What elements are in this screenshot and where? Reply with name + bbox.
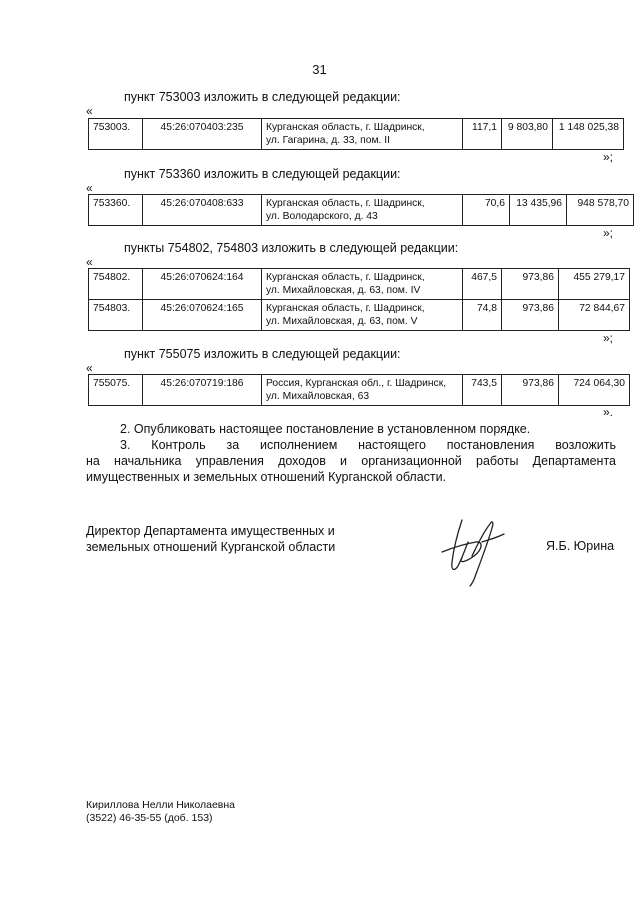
clause-2: 2. Опубликовать настоящее постановление в установленном порядке. bbox=[120, 422, 531, 436]
clause-3-line: на начальника управления доходов и организационной работы Департамента bbox=[86, 454, 616, 468]
record-table bbox=[88, 268, 630, 331]
open-quote: « bbox=[86, 361, 93, 375]
cadastral-number: 45:26:070408:633 bbox=[143, 195, 262, 226]
handwritten-signature bbox=[432, 512, 512, 587]
area-value: 743,5 bbox=[463, 375, 502, 406]
address-cell bbox=[262, 269, 463, 300]
record-number: 754802. bbox=[89, 269, 143, 300]
area-value: 117,1 bbox=[463, 119, 502, 150]
address-line: ул. Михайловская, д. 63, пом. IV bbox=[266, 285, 421, 296]
address-line: Курганская область, г. Шадринск, bbox=[266, 303, 425, 314]
record-number: 755075. bbox=[89, 375, 143, 406]
clause-3-line: 3. Контроль за исполнением настоящего постановления возложить bbox=[120, 438, 616, 452]
cost-value: 455 279,17 bbox=[559, 269, 630, 300]
cost-value: 724 064,30 bbox=[559, 375, 630, 406]
cadastral-number: 45:26:070719:186 bbox=[143, 375, 262, 406]
address-line: Курганская область, г. Шадринск, bbox=[266, 122, 425, 133]
record-number: 754803. bbox=[89, 300, 143, 331]
author-name: Кириллова Нелли Николаевна bbox=[86, 799, 236, 811]
section-intro: пункты 754802, 754803 изложить в следующей редакции: bbox=[124, 241, 459, 255]
signatory-title-line: Директор Департамента имущественных и bbox=[86, 524, 335, 538]
record-table bbox=[88, 194, 634, 226]
address-line: ул. Володарского, д. 43 bbox=[266, 211, 378, 222]
section-intro: пункт 753003 изложить в следующей редакции: bbox=[124, 90, 401, 104]
address-line: Курганская область, г. Шадринск, bbox=[266, 198, 425, 209]
open-quote: « bbox=[86, 181, 93, 195]
cost-value: 72 844,67 bbox=[559, 300, 630, 331]
record-table bbox=[88, 374, 630, 406]
rate-value: 13 435,96 bbox=[510, 195, 567, 226]
area-value: 70,6 bbox=[463, 195, 510, 226]
record-table bbox=[88, 118, 624, 150]
table-row bbox=[89, 300, 630, 331]
page-number: 31 bbox=[312, 62, 327, 77]
address-cell bbox=[262, 300, 463, 331]
close-quote: »; bbox=[602, 331, 613, 345]
cadastral-number: 45:26:070624:164 bbox=[143, 269, 262, 300]
address-line: Россия, Курганская обл., г. Шадринск, bbox=[266, 378, 447, 389]
signatory-name: Я.Б. Юрина bbox=[546, 539, 615, 553]
table-row bbox=[89, 269, 630, 300]
cadastral-number: 45:26:070624:165 bbox=[143, 300, 262, 331]
address-line: ул. Михайловская, д. 63, пом. V bbox=[266, 316, 418, 327]
close-quote: »; bbox=[602, 226, 613, 240]
signatory-title bbox=[86, 523, 335, 555]
address-line: Курганская область, г. Шадринск, bbox=[266, 272, 425, 283]
close-quote: »; bbox=[602, 150, 613, 164]
record-number: 753360. bbox=[89, 195, 143, 226]
rate-value: 973,86 bbox=[502, 300, 559, 331]
open-quote: « bbox=[86, 104, 93, 118]
rate-value: 973,86 bbox=[502, 269, 559, 300]
section-intro: пункт 755075 изложить в следующей редакции: bbox=[124, 347, 401, 361]
signatory-title-line: земельных отношений Курганской области bbox=[86, 540, 336, 554]
author-phone: (3522) 46-35-55 (доб. 153) bbox=[86, 812, 213, 824]
table-row bbox=[89, 195, 634, 226]
author-info bbox=[86, 799, 235, 825]
record-number: 753003. bbox=[89, 119, 143, 150]
clause-3-line: имущественных и земельных отношений Курганской области. bbox=[86, 470, 447, 484]
area-value: 467,5 bbox=[463, 269, 502, 300]
table-row bbox=[89, 375, 630, 406]
table-row bbox=[89, 119, 624, 150]
area-value: 74,8 bbox=[463, 300, 502, 331]
cost-value: 948 578,70 bbox=[567, 195, 634, 226]
address-cell bbox=[262, 375, 463, 406]
section-intro: пункт 753360 изложить в следующей редакции: bbox=[124, 167, 401, 181]
rate-value: 973,86 bbox=[502, 375, 559, 406]
cost-value: 1 148 025,38 bbox=[553, 119, 624, 150]
open-quote: « bbox=[86, 255, 93, 269]
address-line: ул. Михайловская, 63 bbox=[266, 391, 370, 402]
rate-value: 9 803,80 bbox=[502, 119, 553, 150]
address-cell bbox=[262, 119, 463, 150]
cadastral-number: 45:26:070403:235 bbox=[143, 119, 262, 150]
close-quote: ». bbox=[602, 405, 613, 419]
address-line: ул. Гагарина, д. 33, пом. II bbox=[266, 135, 390, 146]
address-cell bbox=[262, 195, 463, 226]
